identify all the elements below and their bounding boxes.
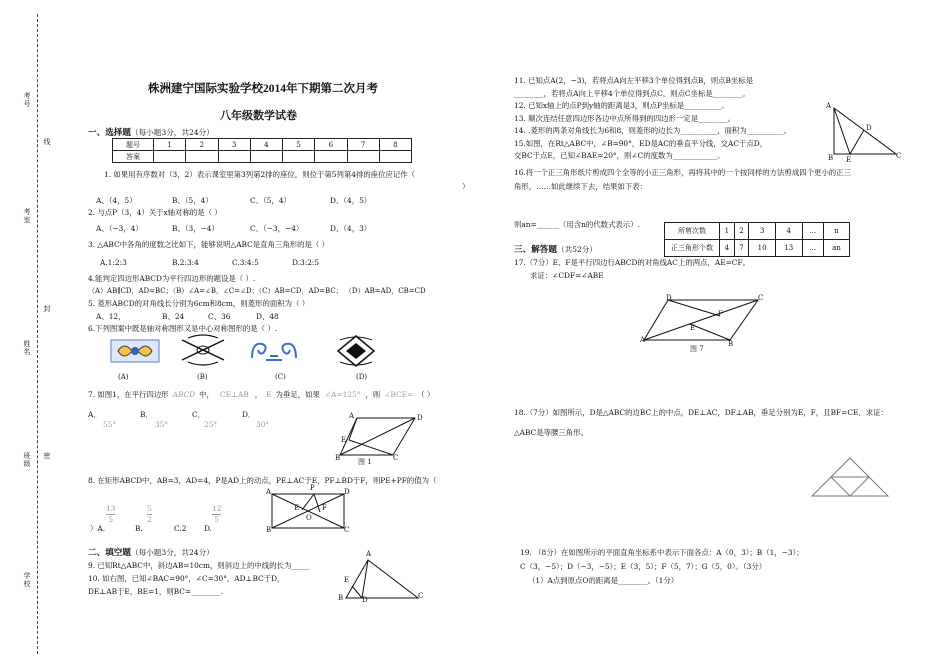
q7-option-a-value: 55° [103, 420, 117, 429]
answer-cell[interactable] [250, 151, 282, 163]
q8-option-d: D. [204, 524, 213, 533]
q17-text-2: 求证：∠CDF=∠ABE [530, 271, 604, 280]
q2-option-d: D、（4，3） [330, 224, 372, 233]
fig10-label-d: D [362, 596, 368, 604]
fig7-label-e: E [690, 324, 696, 332]
exam-subtitle: 八年级数学试卷 [220, 110, 297, 122]
q6-option-c: (C) [275, 373, 286, 381]
table-cell: 10 [749, 240, 776, 257]
table-cell: 正三角形个数 [665, 240, 720, 257]
figure-1 [335, 412, 425, 466]
q4-options: （A）AB∥CD，AD=BC；（B）∠A=∠B，∠C=∠D；（C）AB=CD，AD=BC； （D）AB=AD，CB=CD [88, 287, 426, 295]
table-cell: 答案 [113, 151, 154, 163]
q1-option-b: B、（5，4） [172, 196, 213, 205]
table-cell: 4 [720, 240, 735, 257]
answer-cell[interactable] [283, 151, 315, 163]
q14-text: 14. .菱形的两条对角线长为6和8，则菱形的边长为__________，面积为__________。 [514, 126, 792, 135]
q5-option-d: D、48 [256, 312, 279, 321]
table-cell: 4 [775, 223, 802, 240]
q2-option-b: B、（3，−4） [172, 224, 219, 233]
table16-row-cuts [665, 223, 850, 240]
q2-stem: 2. 与点P（3，4）关于x轴对称的是（ ） [88, 208, 222, 217]
q7-option-d-value: 30° [256, 420, 270, 429]
pattern-c-image [248, 336, 300, 370]
fig1-label-a: A [349, 412, 355, 420]
fig8-label-c: C [344, 526, 350, 534]
q10-text-2: DE⊥AB于E，BE=1，则BC=________. [88, 587, 224, 596]
table-cell: 2 [734, 223, 749, 240]
fig7-label-d: D [666, 294, 672, 302]
fig7-label-f: F [718, 310, 723, 318]
q3-option-a: A.1:2:3 [100, 258, 127, 267]
q16-text-3: 则an=______（用含n的代数式表示）. [514, 220, 640, 229]
q8-frac-b: 5 2 [147, 504, 152, 524]
q17-text-1: 17.（7分）E、F是平行四边行ABCD的对角线AC上的两点，AE=CF。 [514, 258, 750, 267]
table-cell: an [823, 240, 849, 257]
q19-text-1: 19. （8分）在如图所示的平面直角坐标系中表示下面各点：A（0，3）；B（1，−3）； [520, 548, 804, 557]
q7-option-b-value: 35° [155, 420, 169, 429]
section-choice-title: 一、选择题（每小题3分，共24分） [88, 128, 214, 138]
table-cell: n [823, 223, 849, 240]
fig1-label-c: C [393, 454, 399, 462]
table-cell: 1 [720, 223, 735, 240]
table16-row-count [665, 240, 850, 257]
q8-option-c: C.2 [174, 524, 187, 533]
q16-text-1: 16.将一个正三角形纸片剪成四个全等的小正三角形，再将其中的一个按同样的方法剪成四个更小的正三 [514, 168, 851, 177]
q5-option-a: A、12， [96, 312, 126, 321]
q8-option-a: ）A. [90, 524, 106, 533]
exam-title: 株洲建宁国际实验学校2014年下期第二次月考 [148, 83, 378, 95]
fig10-label-a: A [366, 550, 372, 558]
table-16 [664, 222, 850, 257]
answer-cell[interactable] [315, 151, 347, 163]
q1-stem: 1. 如果用有序数对（3，2）表示课室里第3列第2排的座位，则位于第5列第4排的座位应记作（ [104, 170, 416, 179]
table-cell: 7 [734, 240, 749, 257]
label-xingming: 姓名 [23, 340, 31, 356]
answer-cell[interactable] [154, 151, 186, 163]
fig1-label-d: D [417, 414, 423, 422]
q6-option-d: (D) [356, 373, 368, 381]
q5-option-c: C、36 [208, 312, 231, 321]
q11-text-2: ________，若将点A向上平移4个单位得到点C，则点C坐标是________。 [514, 89, 750, 98]
fig1-label-e: E [341, 436, 347, 444]
q2-option-a: A、（−3，4） [96, 224, 143, 233]
q9-text: 9. 已知Rt△ABC中，斜边AB=10cm，则斜边上的中线的长为_____ [88, 561, 310, 570]
q10-text-1: 10. 如右图，已知∠BAC=90°，∠C=30°，AD⊥BC于D， [88, 574, 285, 583]
binding-line [37, 14, 38, 654]
table-cell: 8 [379, 139, 411, 151]
q13-text: 13. 顺次连结任意四边形各边中点所得到的四边形一定是________。 [514, 114, 736, 123]
q16-text-2: 角形，……如此继续下去，结果如下表： [514, 182, 648, 191]
q7-option-b: B． [140, 410, 153, 419]
table-cell: 6 [315, 139, 347, 151]
label-mi: 密 [43, 452, 51, 460]
section-solve-title: 三、解答题（共52分） [514, 245, 598, 255]
q1-paren: ） [462, 182, 470, 191]
fig15-label-c: C [896, 152, 902, 160]
table-cell: 13 [775, 240, 802, 257]
table-cell: 题号 [113, 139, 154, 151]
answer-cell[interactable] [379, 151, 411, 163]
q6-option-a: (A) [118, 373, 129, 381]
q18-text-1: 18.（7分）如图所示，D是△ABC的边BC上的中点，DE⊥AC，DF⊥AB，垂足分别为E，F，且BF=CE．求证： [514, 408, 888, 417]
q1-option-c: C、（5，4） [250, 196, 291, 205]
q3-stem: 3. △ABC中各角的度数之比如下，能够说明△ABC是直角三角形的是（ ） [88, 240, 330, 249]
fig7-label-a: A [640, 336, 646, 344]
q2-option-c: C、（−3，−4） [250, 224, 304, 233]
q7-option-c: C． [192, 410, 206, 419]
fig7-label-b: B [728, 340, 734, 348]
q8-option-b: B. [135, 524, 143, 533]
pattern-b-image [178, 334, 228, 370]
q1-option-a: A、（4，5） [96, 196, 137, 205]
label-xian: 线 [43, 138, 51, 146]
answer-table-header-row [113, 139, 412, 151]
fig8-label-p: P [310, 484, 315, 492]
label-xuexiao: 学校 [23, 572, 31, 588]
q6-stem: 6.下列图案中既是轴对称图形又是中心对称图形的是（ ）. [88, 324, 278, 333]
figure-q15-triangle [822, 102, 902, 166]
q12-text: 12. 已知x轴上的点P到y轴的距离是3，则点P坐标是__________。 [514, 101, 729, 110]
figure-q18-triangle [808, 454, 892, 506]
fig8-label-f: F [322, 504, 327, 512]
fig10-label-c: C [418, 592, 424, 600]
table-cell: 7 [347, 139, 379, 151]
figure-q8-rectangle [266, 484, 350, 538]
q11-text-1: 11. 已知点A(2，−3)，若将点A向左平移3个单位得到点B，则点B坐标是 [514, 76, 754, 85]
table-cell: 4 [250, 139, 282, 151]
q3-option-c: C.3:4:5 [232, 258, 259, 267]
answer-cell[interactable] [347, 151, 379, 163]
pattern-a-image [110, 336, 160, 370]
q15-text-2: 交BC于点E，已知∠BAE=20°，则∠C的度数为____________。 [514, 151, 725, 160]
table-cell: 5 [283, 139, 315, 151]
table-cell: 1 [154, 139, 186, 151]
table-cell: 2 [186, 139, 218, 151]
table-cell: 所剪次数 [665, 223, 720, 240]
q5-option-b: B、24 [162, 312, 185, 321]
q5-stem: 5. 菱形ABCD的对角线长分别为6cm和8cm，则菱形的面积为（ ） [88, 299, 310, 308]
table-cell: 3 [218, 139, 250, 151]
q3-option-d: D.3:2:5 [292, 258, 320, 267]
q1-option-d: D、（4，5） [330, 196, 372, 205]
figure-q10-triangle [336, 550, 426, 608]
fig8-label-a: A [266, 488, 272, 496]
q18-text-2: △ABC是等腰三角形。 [514, 428, 588, 437]
label-feng: 封 [43, 305, 51, 313]
q19-text-3: （1）A点到原点O的距离是________。（1分） [528, 576, 679, 585]
q19-text-2: C（3，−5）；D（−3，−5）；E（3，5）；F（5，7）；G（5，0）。（3分） [520, 562, 767, 571]
table-cell: 3 [749, 223, 776, 240]
table-cell: … [802, 223, 823, 240]
fig1-label-b: B [335, 454, 341, 462]
q7-option-c-value: 25° [204, 420, 218, 429]
table-cell: … [802, 240, 823, 257]
label-kaoshi: 考室 [23, 208, 31, 224]
q4-stem: 4.能判定四边形ABCD为平行四边形的题设是（ ）. [88, 274, 256, 283]
q15-text-1: 15.如图，在Rt△ABC中，∠B=90°，ED是AC的垂直平分线，交AC于点D， [514, 139, 768, 148]
figure-1-caption: 图 1 [358, 458, 372, 466]
fig15-label-e: E [846, 156, 852, 164]
q8-frac-a: 13 5 [106, 504, 116, 524]
fig8-label-o: O [306, 514, 312, 522]
fig15-label-b: B [828, 154, 834, 162]
q8-frac-d: 12 5 [212, 504, 222, 524]
q3-option-b: B.2:3:4 [172, 258, 199, 267]
q7-option-a: A． [88, 410, 101, 419]
answer-table [112, 138, 412, 163]
label-kaohao: 考号 [23, 92, 31, 108]
pattern-d-image [334, 334, 378, 372]
figure-7-caption: 图 7 [690, 345, 704, 353]
label-banji: 班级 [23, 452, 31, 468]
q7-stem: 7. 如图1，在平行四边形 ABCD 中， CE⊥AB ， E 为垂足，如果 ∠A=125° ，则 ∠BCE= （ ） [88, 390, 435, 399]
answer-cell[interactable] [186, 151, 218, 163]
fig10-label-e: E [344, 576, 350, 584]
q8-stem: 8. 在矩形ABCD中，AB=3，AD=4，P是AD上的动点，PE⊥AC于E，PF⊥BD于F，则PE+PF的值为（ [88, 476, 437, 485]
fig8-label-b: B [266, 526, 272, 534]
fig8-label-d: D [344, 488, 350, 496]
fig7-label-c: C [758, 294, 764, 302]
fig10-label-b: B [338, 594, 344, 602]
fig15-label-a: A [826, 102, 832, 110]
fig15-label-d: D [866, 124, 872, 132]
fig8-label-e: E [294, 504, 300, 512]
q7-option-d: D． [242, 410, 256, 419]
figure-7-parallelogram [640, 292, 770, 352]
q6-option-b: (B) [197, 373, 208, 381]
answer-cell[interactable] [218, 151, 250, 163]
answer-table-answer-row [113, 151, 412, 163]
section-fill-title: 二、填空题（每小题3分，共24分） [88, 548, 214, 558]
